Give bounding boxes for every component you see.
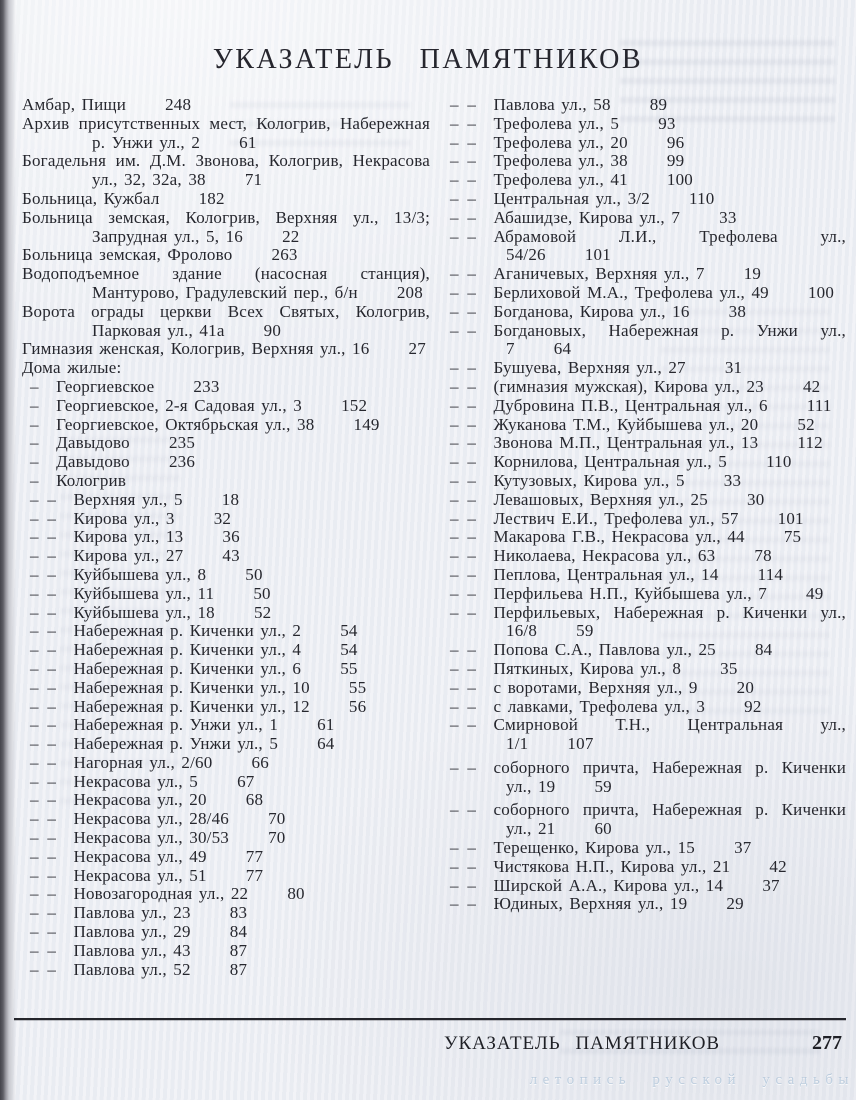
entry-page-number: 64: [553, 339, 572, 359]
entry-text: – – с воротами, Верхняя ул., 9: [450, 677, 698, 697]
entry-text: – – Некрасова ул., 30/53: [30, 828, 229, 848]
index-entry: [22, 340, 430, 359]
entry-page-number: 38: [728, 301, 747, 321]
entry-page-number: 27: [408, 339, 426, 359]
entry-page-number: 55: [340, 658, 358, 678]
entry-text: – – Куйбышева ул., 8: [30, 564, 207, 584]
index-entry: [22, 773, 430, 792]
index-entry: [22, 566, 430, 585]
entry-page-number: 111: [806, 395, 832, 415]
entry-page-number: 61: [317, 715, 335, 735]
entry-text: – – Берлиховой М.А., Трефолева ул., 49: [450, 282, 769, 302]
entry-page-number: 93: [658, 113, 676, 133]
index-entry: [22, 246, 430, 265]
entry-text: – – Павлова ул., 52: [30, 959, 191, 979]
entry-page-number: 52: [253, 602, 272, 622]
index-entry: [22, 885, 430, 904]
index-entry: [22, 359, 430, 378]
entry-page-number: 70: [268, 828, 286, 848]
entry-text: – Давыдово: [30, 452, 130, 472]
index-entry: [442, 895, 846, 914]
entry-text: – – Бушуева, Верхняя ул., 27: [450, 358, 686, 378]
index-entry: [22, 190, 430, 209]
entry-text: – – Трефолева ул., 5: [450, 113, 620, 133]
entry-page-number: 37: [734, 838, 752, 858]
entry-page-number: 29: [726, 894, 744, 914]
entry-page-number: 68: [245, 790, 264, 810]
entry-text: – – Ширской А.А., Кирова ул., 14: [450, 875, 724, 895]
watermark-text: летопись русской усадьбы: [529, 1072, 854, 1088]
entry-page-number: 110: [766, 452, 792, 472]
entry-page-number: 77: [245, 846, 264, 866]
index-entry: [22, 641, 430, 660]
entry-page-number: 20: [736, 677, 755, 697]
entry-page-number: 87: [229, 940, 248, 960]
entry-page-number: 110: [689, 188, 715, 208]
entry-text: – – Дубровина П.В., Центральная ул., 6: [450, 395, 768, 415]
entry-text: – – Корнилова, Центральная ул., 5: [450, 452, 728, 472]
entry-page-number: 56: [348, 696, 367, 716]
entry-page-number: 77: [245, 865, 264, 885]
entry-page-number: 64: [317, 734, 335, 754]
entry-text: – – Кутузовых, Кирова ул., 5: [450, 470, 685, 490]
entry-page-number: 263: [271, 245, 298, 265]
index-entry: [22, 265, 430, 303]
index-entry: [22, 923, 430, 942]
index-entry: [442, 359, 846, 378]
entry-text: – – Набережная р. Киченки ул., 6: [30, 658, 302, 678]
index-entry: [22, 698, 430, 717]
index-entry: [442, 265, 846, 284]
index-entry: [442, 839, 846, 858]
entry-text: Архив присутственных мест, Кологрив, Набережная р. Унжи ул., 2: [22, 113, 430, 152]
entry-text: – – Некрасова ул., 51: [30, 865, 207, 885]
entry-text: – – Куйбышева ул., 11: [30, 583, 215, 603]
entry-text: – Георгиевское, Октябрьская ул., 38: [30, 414, 315, 434]
entry-text: – – Новозагородная ул., 22: [30, 884, 249, 904]
entry-page-number: 84: [229, 922, 248, 942]
index-entry: [22, 528, 430, 547]
entry-text: – – Набережная р. Киченки ул., 10: [30, 677, 310, 697]
entry-text: – – Макарова Г.В., Некрасова ул., 44: [450, 527, 745, 547]
entry-text: – – Трефолева ул., 41: [450, 170, 628, 190]
entry-text: – – Аганичевых, Верхняя ул., 7: [450, 264, 705, 284]
entry-page-number: 83: [229, 903, 248, 923]
entry-text: – – Набережная р. Унжи ул., 1: [30, 715, 279, 735]
entry-text: – – Центральная ул., 3/2: [450, 188, 650, 208]
entry-page-number: 100: [807, 282, 835, 302]
entry-text: – – Павлова ул., 58: [450, 95, 611, 114]
entry-page-number: 89: [649, 95, 668, 114]
entry-text: – Георгиевское, 2-я Садовая ул., 3: [30, 395, 302, 415]
entry-page-number: 90: [263, 320, 282, 340]
index-entry: [442, 322, 846, 360]
entry-page-number: 208: [396, 282, 423, 302]
entry-page-number: 67: [237, 771, 255, 791]
entry-page-number: 112: [797, 433, 823, 453]
entry-text: – – Юдиных, Верхняя ул., 19: [450, 894, 688, 914]
index-entry: [22, 735, 430, 754]
entry-page-number: 70: [268, 809, 286, 829]
index-entry: [442, 585, 846, 604]
entry-text: – – Попова С.А., Павлова ул., 25: [450, 640, 716, 660]
index-entry: [22, 754, 430, 773]
entry-text: – – Трефолева ул., 20: [450, 132, 628, 152]
index-entry: [22, 209, 430, 247]
entry-text: – – Жуканова Т.М., Куйбышева ул., 20: [450, 414, 759, 434]
index-entry: [22, 547, 430, 566]
index-entry: [442, 801, 846, 839]
index-entry: [22, 604, 430, 623]
index-entry: [22, 416, 430, 435]
entry-page-number: 99: [666, 151, 685, 171]
entry-page-number: 87: [229, 959, 248, 979]
entry-page-number: 101: [777, 508, 804, 528]
entry-text: – – Левашовых, Верхняя ул., 25: [450, 489, 708, 509]
entry-text: – – Верхняя ул., 5: [30, 489, 183, 509]
index-entry: [442, 303, 846, 322]
entry-page-number: 84: [754, 640, 773, 660]
entry-page-number: 182: [198, 188, 225, 208]
index-entry: [442, 660, 846, 679]
index-entry: [22, 585, 430, 604]
index-entry: [22, 303, 430, 341]
entry-text: Ворота ограды церкви Всех Святых, Кологрив, Парковая ул., 41а: [22, 301, 430, 340]
index-entry: [22, 152, 430, 190]
entry-page-number: 52: [797, 414, 815, 434]
index-entry: [22, 791, 430, 810]
entry-text: – – Трефолева ул., 38: [450, 151, 628, 171]
index-entry: [442, 472, 846, 491]
entry-page-number: 33: [719, 207, 737, 227]
index-entry: [442, 759, 846, 797]
entry-page-number: 54: [340, 621, 358, 641]
entry-page-number: 33: [723, 470, 742, 490]
entry-text: – – Нагорная ул., 2/60: [30, 752, 213, 772]
index-entry: [442, 96, 846, 115]
index-entry: [442, 134, 846, 153]
entry-text: – – Смирновой Т.Н., Центральная ул., 1/1: [450, 715, 846, 754]
index-entry: [22, 453, 430, 472]
entry-page-number: 236: [168, 452, 196, 472]
entry-page-number: 96: [666, 132, 685, 152]
index-entry: [442, 641, 846, 660]
index-entry: [442, 547, 846, 566]
index-entry: [442, 378, 846, 397]
index-entry: [22, 961, 430, 980]
entry-text: – – Николаева, Некрасова ул., 63: [450, 546, 716, 566]
index-entry: [442, 528, 846, 547]
entry-page-number: 60: [594, 819, 612, 839]
entry-text: – – Пяткиных, Кирова ул., 8: [450, 658, 682, 678]
entry-page-number: 31: [724, 358, 743, 378]
entry-page-number: 42: [802, 376, 821, 396]
footer-divider: [14, 1018, 846, 1020]
entry-page-number: 114: [757, 564, 784, 584]
entry-text: – – Павлова ул., 23: [30, 903, 191, 923]
entry-text: Больница земская, Фролово: [22, 245, 233, 265]
entry-page-number: 107: [567, 734, 594, 754]
index-entry: [22, 660, 430, 679]
entry-text: – Давыдово: [30, 433, 130, 453]
page-title: УКАЗАТЕЛЬ ПАМЯТНИКОВ: [212, 44, 644, 75]
index-entry: [22, 810, 430, 829]
index-entry: [442, 397, 846, 416]
page-footer: [444, 1032, 842, 1055]
index-entry: [22, 397, 430, 416]
footer-page-number: 277: [812, 1032, 842, 1054]
index-entry: [22, 904, 430, 923]
entry-page-number: 50: [253, 583, 271, 603]
index-entry: [442, 698, 846, 717]
entry-page-number: 50: [245, 564, 263, 584]
entry-page-number: 92: [744, 696, 762, 716]
index-entry: [22, 829, 430, 848]
entry-text: – Георгиевское: [30, 376, 155, 396]
entry-text: Больница, Кужбал: [22, 188, 160, 208]
index-entry: [22, 96, 430, 115]
entry-text: – – Лествич Е.И., Трефолева ул., 57: [450, 508, 739, 528]
entry-text: Гимназия женская, Кологрив, Верхняя ул., 16: [22, 339, 370, 359]
entry-text: – – Некрасова ул., 5: [30, 771, 198, 791]
entry-text: – – Некрасова ул., 49: [30, 846, 207, 866]
index-entry: [442, 434, 846, 453]
entry-text: – – Кирова ул., 3: [30, 508, 175, 528]
entry-text: Дома жилые:: [22, 358, 122, 378]
entry-text: – – Терещенко, Кирова ул., 15: [450, 838, 695, 858]
entry-page-number: 32: [213, 508, 232, 528]
entry-text: Больница земская, Кологрив, Верхняя ул., 13/3; Запрудная ул., 5, 16: [22, 207, 430, 246]
entry-text: Богадельня им. Д.М. Звонова, Кологрив, Некрасова ул., 32, 32а, 38: [22, 151, 430, 190]
index-entry: [442, 604, 846, 642]
entry-text: – – Набережная р. Унжи ул., 5: [30, 734, 279, 754]
index-entry: [22, 378, 430, 397]
index-entry: [442, 510, 846, 529]
entry-page-number: 233: [193, 376, 220, 396]
entry-page-number: 22: [282, 226, 300, 246]
entry-page-number: 149: [353, 414, 380, 434]
entry-page-number: 152: [341, 395, 368, 415]
index-column-right: [442, 96, 846, 914]
entry-page-number: 30: [747, 489, 765, 509]
entry-page-number: 66: [251, 752, 269, 772]
index-entry: [442, 716, 846, 754]
book-gutter-shadow: [0, 0, 16, 1100]
index-entry: [442, 679, 846, 698]
entry-text: – – Куйбышева ул., 18: [30, 602, 215, 622]
index-entry: [442, 453, 846, 472]
entry-page-number: 80: [287, 884, 305, 904]
entry-page-number: 101: [584, 245, 611, 265]
index-entry: [22, 622, 430, 641]
entry-page-number: 54: [340, 640, 358, 660]
entry-text: – – Кирова ул., 13: [30, 527, 184, 547]
entry-text: Водоподъемное здание (насосная станция), Мантурово, Градулевский пер., б/н: [22, 264, 430, 302]
entry-text: – – соборного причта, Набережная р. Киченки ул., 19: [450, 757, 846, 796]
entry-page-number: 19: [743, 264, 762, 284]
entry-text: – – с лавками, Трефолева ул., 3: [450, 696, 706, 716]
entry-page-number: 55: [348, 677, 367, 697]
entry-text: – – Перфильева Н.П., Куйбышева ул., 7: [450, 583, 767, 603]
entry-page-number: 49: [806, 583, 824, 603]
entry-text: – – Чистякова Н.П., Кирова ул., 21: [450, 856, 731, 876]
entry-text: – – Набережная р. Киченки ул., 4: [30, 640, 302, 660]
entry-text: – Кологрив: [30, 470, 127, 490]
entry-page-number: 59: [594, 776, 612, 796]
index-entry: [442, 284, 846, 303]
index-entry: [22, 867, 430, 886]
index-entry: [442, 228, 846, 266]
footer-running-title: УКАЗАТЕЛЬ ПАМЯТНИКОВ: [444, 1033, 721, 1054]
index-entry: [442, 152, 846, 171]
entry-page-number: 42: [769, 856, 787, 876]
entry-text: – – Абрамовой Л.И., Трефолева ул., 54/26: [450, 226, 846, 265]
index-entry: [442, 877, 846, 896]
entry-text: – – Набережная р. Киченки ул., 12: [30, 696, 310, 716]
entry-page-number: 18: [221, 489, 240, 509]
entry-page-number: 100: [666, 170, 693, 190]
entry-text: – – соборного причта, Набережная р. Киченки ул., 21: [450, 800, 846, 839]
entry-text: – – Набережная р. Киченки ул., 2: [30, 621, 302, 641]
entry-page-number: 35: [720, 658, 738, 678]
index-entry: [442, 190, 846, 209]
index-entry: [22, 716, 430, 735]
entry-text: – – Павлова ул., 29: [30, 922, 191, 942]
entry-page-number: 235: [168, 433, 196, 453]
entry-text: – – Абашидзе, Кирова ул., 7: [450, 207, 681, 227]
index-entry: [22, 472, 430, 491]
index-entry: [22, 848, 430, 867]
entry-text: – – Некрасова ул., 20: [30, 790, 207, 810]
index-entry: [22, 491, 430, 510]
entry-page-number: 36: [222, 527, 240, 547]
index-entry: [442, 491, 846, 510]
entry-page-number: 75: [783, 527, 802, 547]
index-entry: [442, 171, 846, 190]
entry-text: – – Кирова ул., 27: [30, 546, 184, 566]
entry-text: – – Павлова ул., 43: [30, 940, 191, 960]
entry-page-number: 61: [239, 132, 257, 152]
index-entry: [442, 416, 846, 435]
index-entry: [22, 679, 430, 698]
entry-text: – – Пеплова, Центральная ул., 14: [450, 564, 719, 584]
index-entry: [22, 510, 430, 529]
index-entry: [442, 115, 846, 134]
entry-text: – – Некрасова ул., 28/46: [30, 809, 229, 829]
entry-text: – – Перфильевых, Набережная р. Киченки ул., 16/8: [450, 602, 846, 641]
entry-page-number: 71: [244, 170, 263, 190]
entry-text: – – Богданова, Кирова ул., 16: [450, 301, 690, 321]
index-entry: [22, 115, 430, 153]
index-entry: [442, 209, 846, 228]
index-entry: [442, 858, 846, 877]
index-entry: [22, 942, 430, 961]
entry-page-number: 59: [576, 621, 594, 641]
index-entry: [22, 434, 430, 453]
entry-text: Амбар, Пищи: [22, 95, 126, 114]
entry-page-number: 78: [754, 546, 772, 566]
entry-text: – – (гимназия мужская), Кирова ул., 23: [450, 376, 764, 396]
entry-text: – – Звонова М.П., Центральная ул., 13: [450, 433, 759, 453]
entry-page-number: 43: [222, 546, 240, 566]
entry-page-number: 248: [165, 95, 192, 114]
index-entry: [442, 566, 846, 585]
entry-text: – – Богдановых, Набережная р. Унжи ул., 7: [450, 320, 846, 359]
entry-page-number: 37: [762, 875, 780, 895]
index-column-left: [22, 96, 430, 979]
